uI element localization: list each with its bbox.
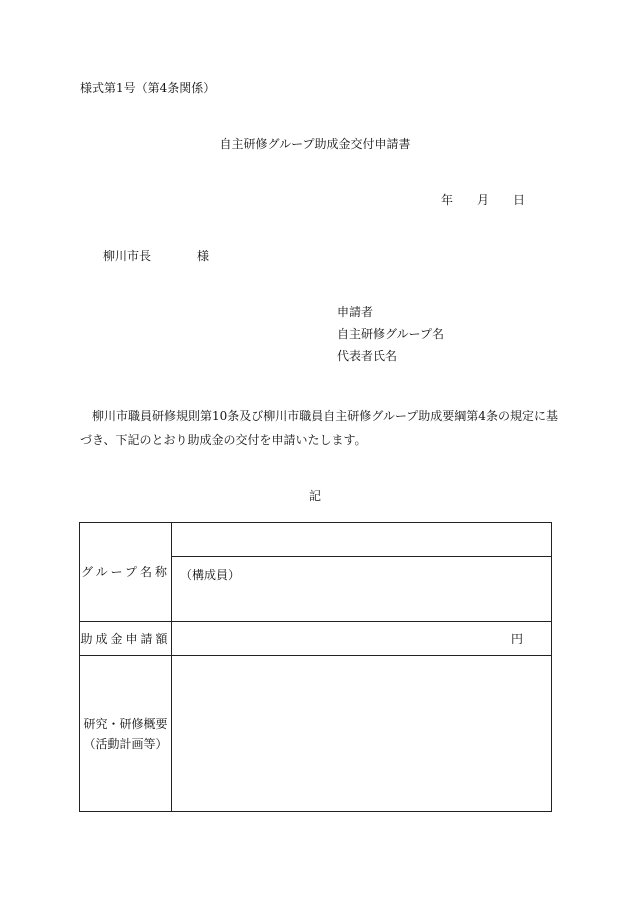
overview-label-line2: （活動計画等） bbox=[83, 736, 168, 751]
date-year-label: 年 bbox=[441, 193, 454, 207]
application-table bbox=[79, 522, 552, 812]
body-text: 柳川市職員研修規則第10条及び柳川市職員自主研修グループ助成要綱第4条の規定に基づき、下記のとおり助成金の交付を申請いたします。 bbox=[80, 409, 558, 447]
yen-unit: 円 bbox=[510, 632, 523, 646]
overview-label bbox=[80, 656, 172, 812]
date-day-label: 日 bbox=[513, 193, 526, 207]
amount-label: 助成金申請額 bbox=[80, 622, 172, 656]
addressee-honorific: 様 bbox=[197, 249, 210, 263]
addressee bbox=[103, 248, 209, 264]
applicant-group-name-label: 自主研修グループ名 bbox=[337, 327, 445, 341]
table-row bbox=[80, 523, 552, 557]
ki-heading: 記 bbox=[308, 489, 321, 503]
form-number: 様式第1号（第4条関係） bbox=[80, 81, 216, 95]
applicant-label: 申請者 bbox=[337, 305, 374, 319]
table-row bbox=[80, 656, 552, 812]
applicant-block bbox=[337, 304, 444, 370]
members-cell bbox=[172, 557, 552, 622]
group-name-label: グループ名称 bbox=[80, 523, 172, 622]
date-month-label: 月 bbox=[477, 193, 490, 207]
overview-label-line1: 研究・研修概要 bbox=[83, 716, 168, 731]
page-title: 自主研修グループ助成金交付申請書 bbox=[219, 137, 411, 151]
members-label: （構成員） bbox=[180, 568, 241, 582]
group-name-value bbox=[172, 523, 552, 557]
amount-value-cell bbox=[172, 622, 552, 656]
date-line bbox=[441, 192, 525, 208]
table-row bbox=[80, 622, 552, 656]
overview-value bbox=[172, 656, 552, 812]
addressee-name: 柳川市長 bbox=[103, 249, 152, 263]
applicant-representative-label: 代表者氏名 bbox=[337, 349, 398, 363]
